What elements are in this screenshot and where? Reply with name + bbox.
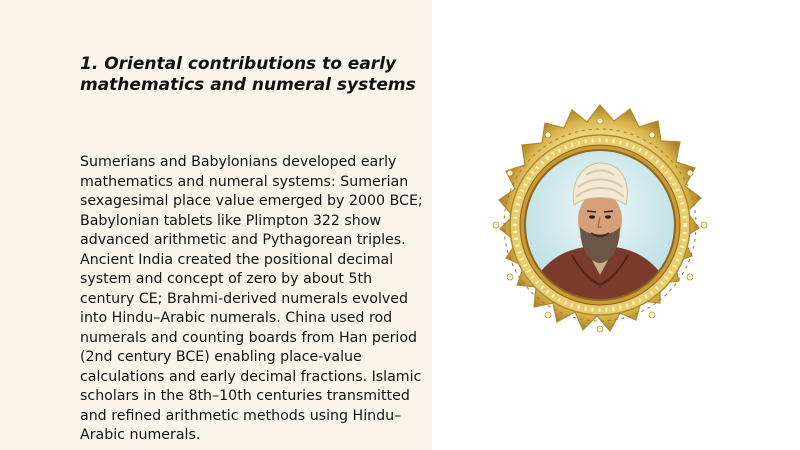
slide-body-text: Sumerians and Babylonians developed early mathematics and numeral systems: Sumerian sexagesimal place value emerged by 2000 BCE; Babylonian tablets like Plimpton 322 show advanced arithmetic and Pythagorean triples. Ancient India created the positional decimal system and concept of zero by about 5th century CE; Brahmi-derived numerals evolved into Hindu–Arabic numerals. China used rod numerals and counting boards from Han period (2nd century BCE) enabling place-value calculations and early decimal fractions. Islamic scholars in the 8th–10th centuries transmitted and refined arithmetic methods using Hindu–Arabic numerals.: [80, 154, 423, 443]
image-panel: [432, 0, 800, 450]
slide-title: 1. Oriental contributions to early mathematics and numeral systems: [80, 54, 416, 95]
scholar-portrait-icon: [478, 103, 722, 347]
